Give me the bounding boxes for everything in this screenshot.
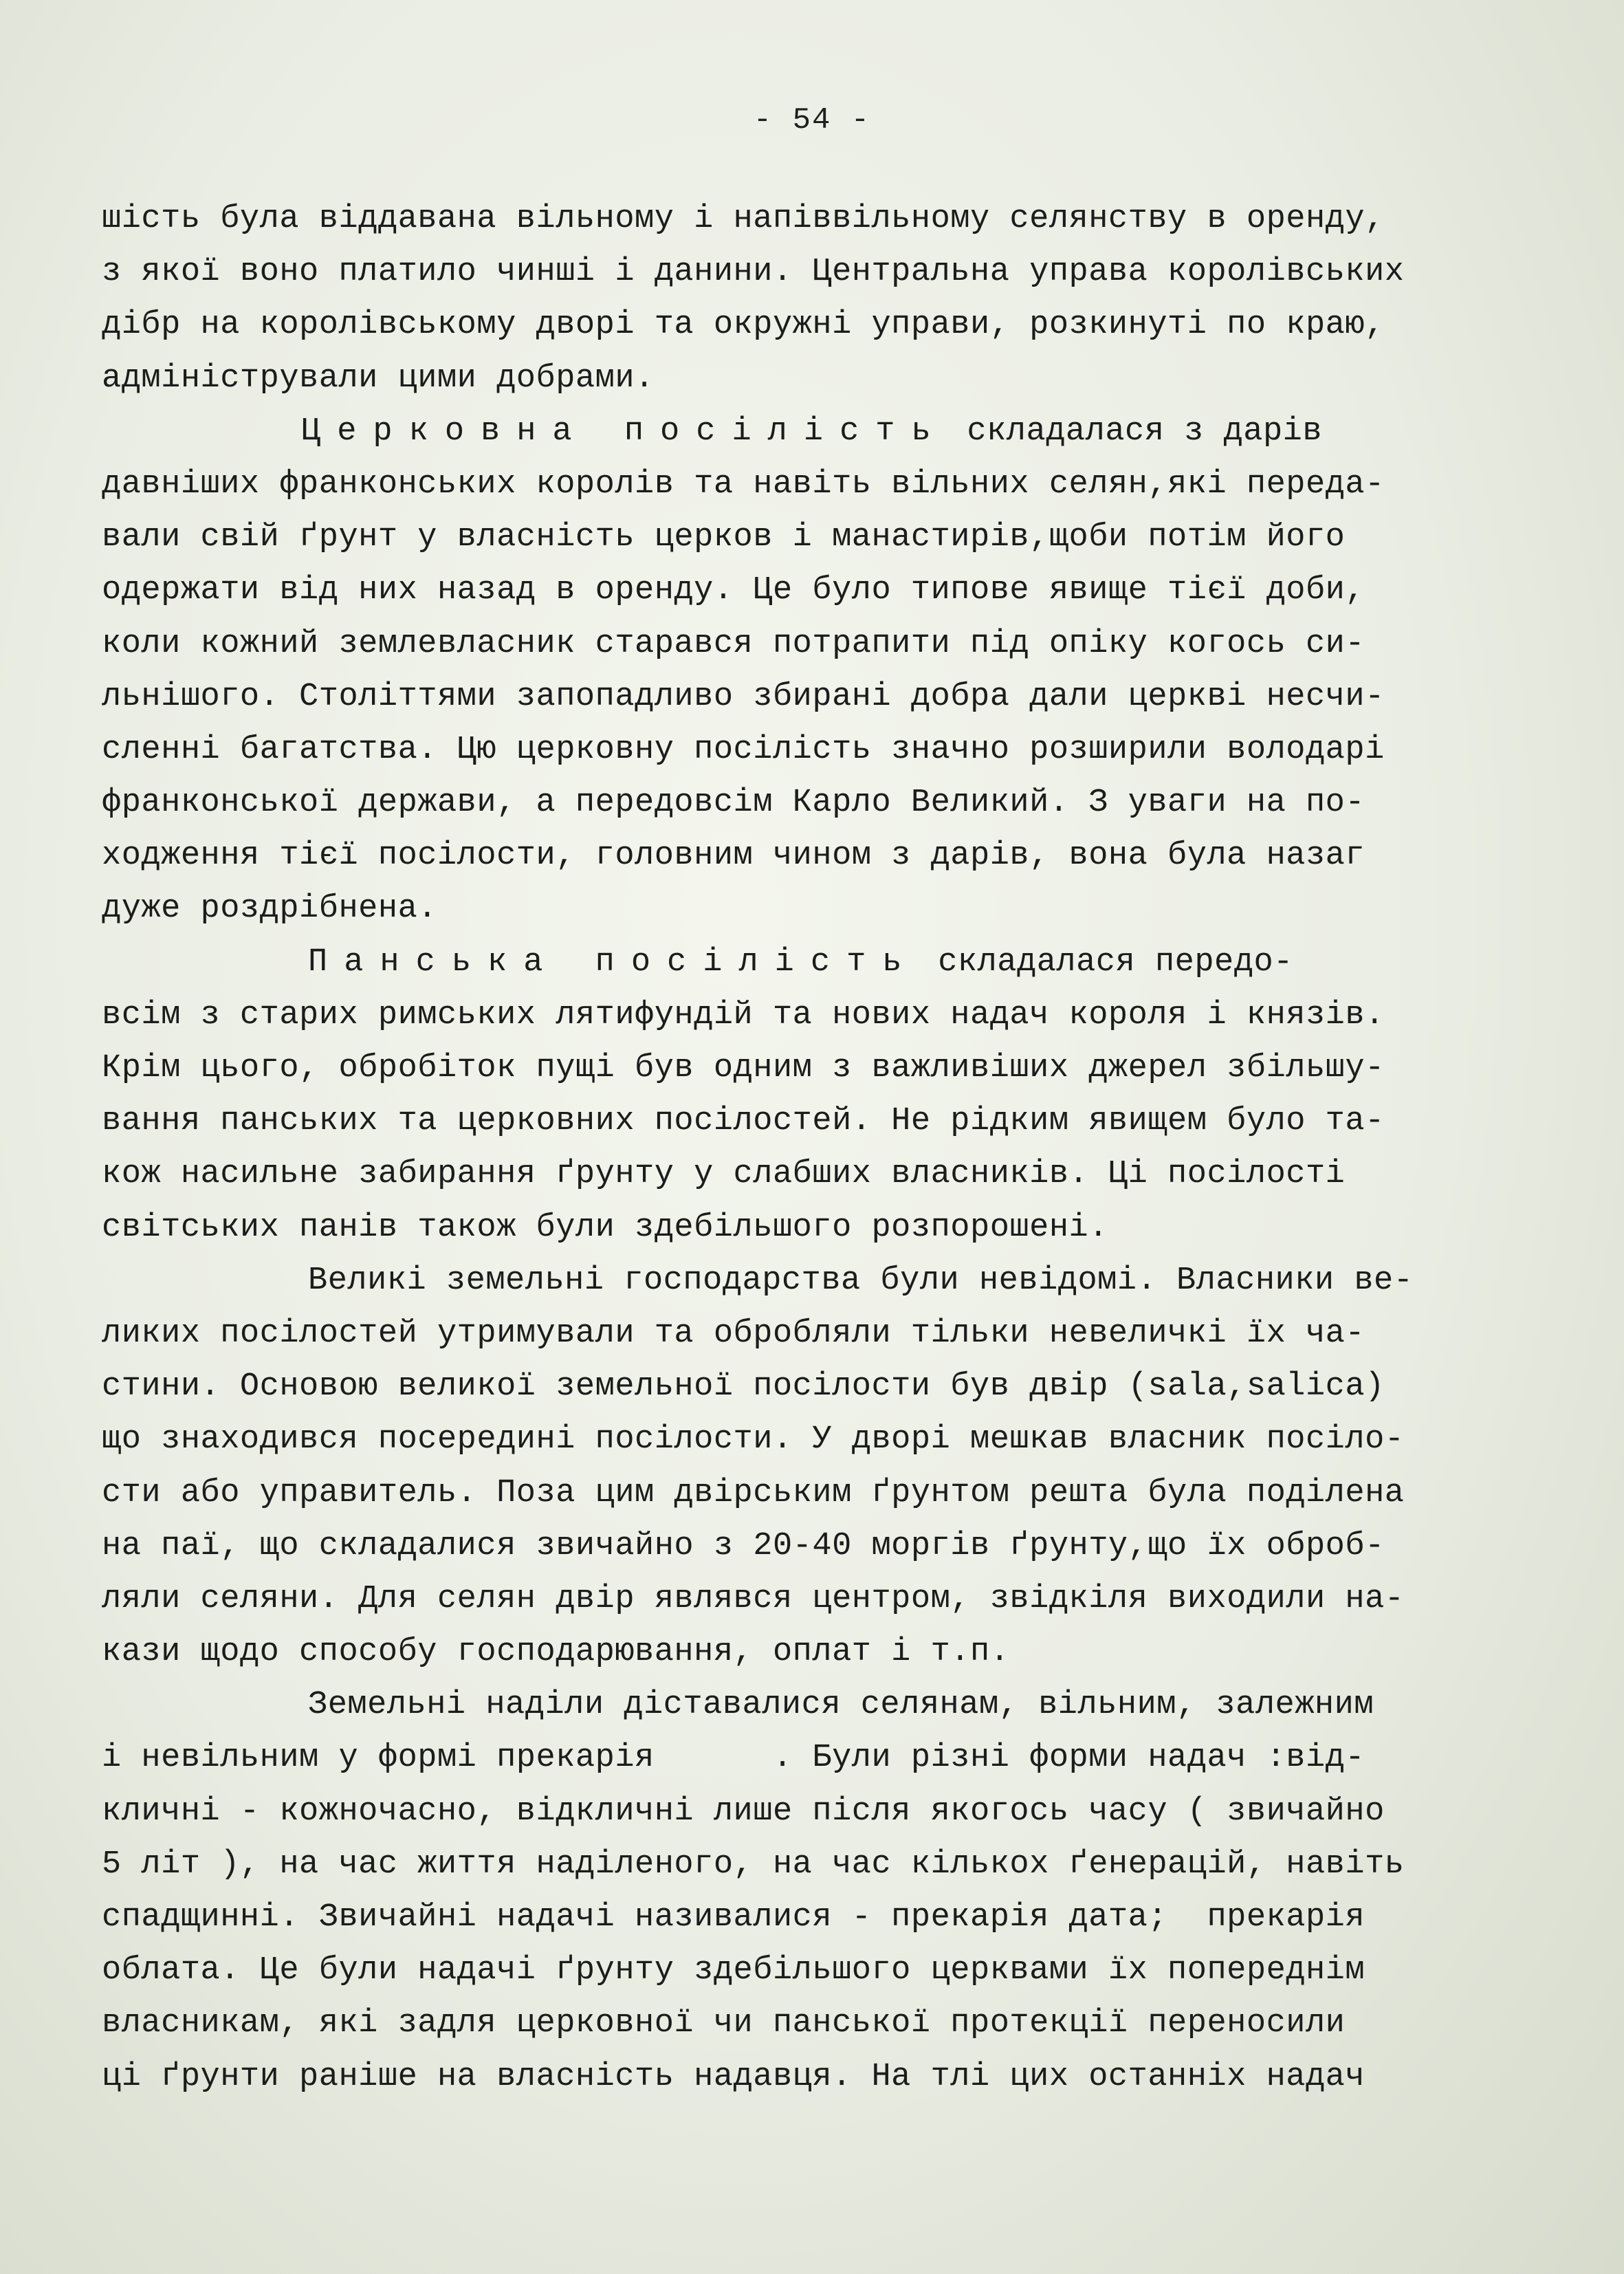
text-line: франконської держави, а передовсім Карло Великий. З уваги на по- xyxy=(102,785,1365,822)
text-line: спадщинні. Звичайні надачі називалися - прекарія дата; прекарія xyxy=(102,1899,1365,1936)
text-line: що знаходився посередині посілости. У дворі мешкав власник посіло- xyxy=(102,1421,1405,1458)
church-property-heading: Церковна посілість xyxy=(301,413,947,450)
text-line: стини. Основою великої земельної посілости був двір (sala,salica) xyxy=(102,1368,1385,1406)
text-line: ликих посілостей утримували та обробляли тільки невеличкі їх ча- xyxy=(102,1315,1365,1352)
text-line: і невільним у формі прекарія . Були різні форми надач :від- xyxy=(102,1740,1365,1777)
text-line: ляли селяни. Для селян двір являвся центром, звідкіля виходили на- xyxy=(102,1580,1405,1617)
text-line: коли кожний землевласник старався потрапити під опіку когось си- xyxy=(102,625,1365,662)
lord-property-text: складалася передо- xyxy=(918,943,1293,981)
text-line: адміністрували цими добрами. xyxy=(102,360,655,397)
text-line: кази щодо способу господарювання, оплат і т.п. xyxy=(102,1634,1010,1671)
document-body xyxy=(102,193,1614,2103)
text-line: кож насильне забирання ґрунту у слабших власників. Ці посілості xyxy=(102,1156,1346,1193)
lord-property-heading: Панська посілість xyxy=(308,943,919,981)
text-line: вання панських та церковних посілостей. Не рідким явищем було та- xyxy=(102,1103,1385,1140)
church-property-text: складалася з дарів xyxy=(947,413,1323,450)
text-line: Крім цього, обробіток пущі був одним з важливіших джерел збільшу- xyxy=(102,1050,1385,1086)
text-line: дібр на королівському дворі та окружні управи, розкинуті по краю, xyxy=(102,307,1385,344)
text-line: одержати від них назад в оренду. Це було типове явище тієї доби, xyxy=(102,572,1365,609)
text-line: власникам, які задля церковної чи панської протекції переносили xyxy=(102,2005,1346,2042)
text-line: ці ґрунти раніше на власність надавця. На тлі цих останніх надач xyxy=(102,2058,1365,2095)
text-line: всім з старих римських лятифундій та нових надач короля і князів. xyxy=(102,996,1385,1034)
text-line: 5 літ ), на час життя наділеного, на час кількох ґенерацій, навіть xyxy=(102,1846,1405,1883)
text-line: Земельні наділи діставалися селянам, вільним, залежним xyxy=(308,1687,1374,1724)
text-line: дуже роздрібнена. xyxy=(102,890,437,928)
text-line: давніших франконських королів та навіть вільних селян,які переда- xyxy=(102,466,1385,503)
text-line: кличні - кожночасно, відкличні лише після якогось часу ( звичайно xyxy=(102,1793,1385,1830)
paragraph-lord-start xyxy=(102,936,1614,989)
text-line: світських панів також були здебільшого розпорошені. xyxy=(102,1209,1108,1246)
text-line: ходження тієї посілости, головним чином з дарів, вона була назаг xyxy=(102,838,1365,875)
text-line: льнішого. Століттями запопадливо збирані добра дали церкві несчи- xyxy=(102,678,1385,715)
text-line: з якої воно платило чинші і данини. Центральна управа королівських xyxy=(102,254,1405,291)
text-line: вали свій ґрунт у власність церков і манастирів,щоби потім його xyxy=(102,519,1346,556)
text-line: Великі земельні господарства були невідомі. Власники ве- xyxy=(308,1262,1414,1299)
text-line: сленні багатства. Цю церковну посілість значно розширили володарі xyxy=(102,731,1385,768)
text-line: сти або управитель. Поза цим двірським ґрунтом решта була поділена xyxy=(102,1474,1405,1511)
text-line: шість була віддавана вільному і напіввільному селянству в оренду, xyxy=(102,201,1385,237)
text-line: облата. Це були надачі ґрунту здебільшого церквами їх попереднім xyxy=(102,1952,1365,1989)
text-line: на паї, що складалися звичайно з 20-40 моргів ґрунту,що їх оброб- xyxy=(102,1527,1385,1564)
paragraph-church-start xyxy=(102,405,1614,458)
page-number: - 54 - xyxy=(753,103,871,138)
